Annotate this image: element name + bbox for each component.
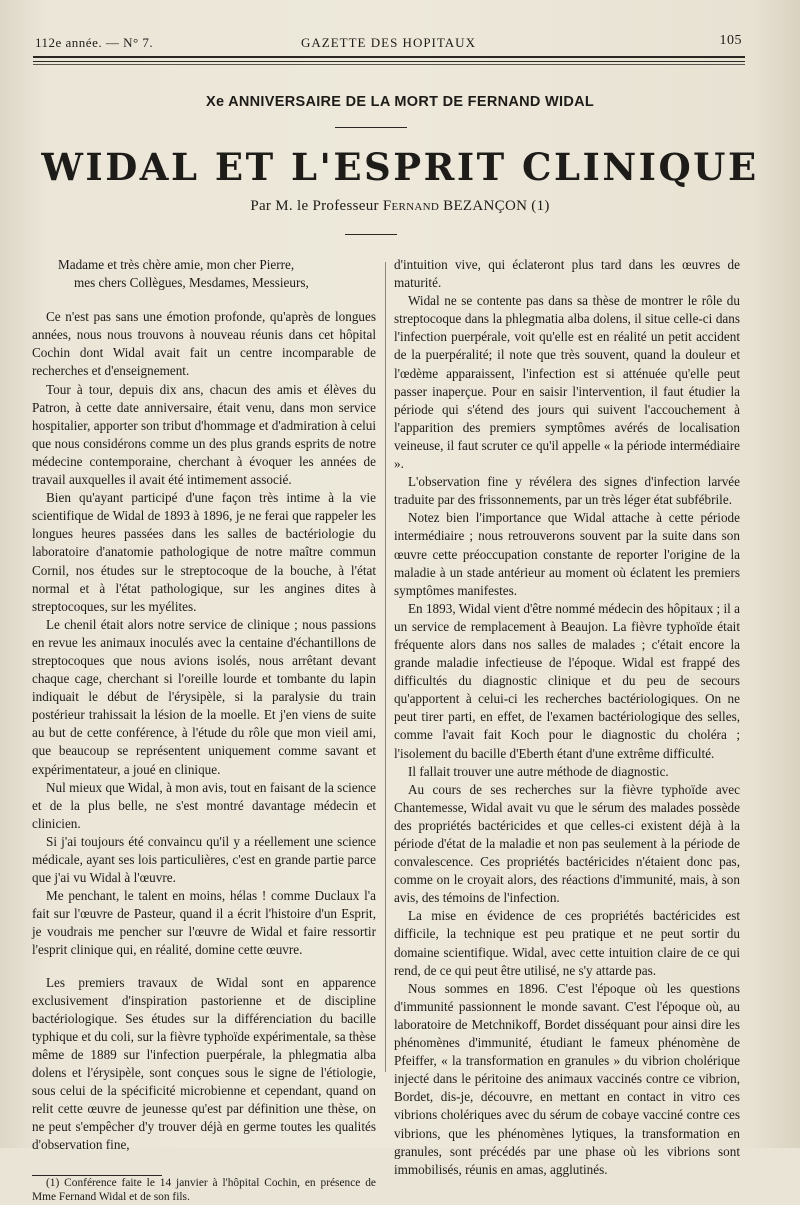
issue-label: 112e année. — N° 7. <box>35 35 154 50</box>
header-rule-thin <box>33 61 745 62</box>
paragraph: La mise en évidence de ces propriétés bactéricides est difficile, la technique est peu pratique et ne peut sortir du domaine scientifique. Widal, avec cette intuition claire de ce qui rend, de ce qui peut être utilisé, ne s'y attarde pas. <box>394 908 740 978</box>
byline-prefix: Par M. le Professeur <box>250 198 383 214</box>
paragraph: Ce n'est pas sans une émotion profonde, qu'après de longues années, nous nous trouvons à nouveau réunis dans cet hôpital Cochin dont Widal avait fait un centre incomparable de recherches et d'enseignement. <box>32 309 376 379</box>
footnote: (1) Conférence faite le 14 janvier à l'hôpital Cochin, en présence de Mme Fernand Widal et de son fils. <box>32 1176 376 1203</box>
paragraph: d'intuition vive, qui éclateront plus tard dans les œuvres de maturité. <box>394 257 740 291</box>
right-column <box>394 256 740 1179</box>
paragraph: Me penchant, le talent en moins, hélas ! comme Duclaux l'a fait sur l'œuvre de Pasteur, quand il a écrit l'histoire d'un Esprit, je voudrais me pencher sur l'œuvre de Widal et faire ressortir l'esprit clinique qui, en réalité, domine cette œuvre. <box>32 888 376 958</box>
byline-author: Fernand BEZANÇON <box>382 198 528 214</box>
kicker-rule <box>335 127 407 128</box>
salutation-line-1: Madame et très chère amie, mon cher Pierre, <box>58 257 295 272</box>
article-title: WIDAL ET L'ESPRIT CLINIQUE <box>41 145 759 189</box>
header-rule-second <box>33 64 745 65</box>
paragraph: Au cours de ses recherches sur la fièvre typhoïde avec Chantemesse, Widal avait vu que le sérum des malades possède des propriétés bactéricides et que celles-ci existent déjà à la période d'état de la maladie et non pas seulement à la période de convalescence. Ces propriétés bactéricides n'étaient donc pas, comme on le croyait alors, des réactions d'immunité, mais, à son avis, des témoins de l'infection. <box>394 781 740 906</box>
paragraph: Tour à tour, depuis dix ans, chacun des amis et élèves du Patron, à cette date anniversaire, était venu, dans mon service hospitalier, apporter son tribut d'hommage et d'admiration à celui que nous considérons comme un des plus grands esprits de notre médecine contemporaine, cherchant à évoquer les années de travail auxquelles il avait été intimement associé. <box>32 381 376 488</box>
journal-title: GAZETTE DES HOPITAUX <box>301 35 476 50</box>
paragraph: Notez bien l'importance que Widal attache à cette période intermédiaire ; nous retrouverons souvent par la suite dans son œuvre cette préoccupation constante de reporter l'origine de la maladie à un stade antérieur au moment où éclatent les premiers symptômes manifestes. <box>394 510 740 598</box>
paragraph: Si j'ai toujours été convaincu qu'il y a réellement une science médicale, ayant ses lois particulières, c'est en grande partie parce que j'ai vu Widal à l'œuvre. <box>32 833 376 886</box>
article-kicker: Xe ANNIVERSAIRE DE LA MORT DE FERNAND WIDAL <box>205 94 595 110</box>
paragraph: Il fallait trouver une autre méthode de diagnostic. <box>408 763 669 779</box>
paragraph: Nous sommes en 1896. C'est l'époque où les questions d'immunité passionnent le monde savant. C'est l'époque où, au laboratoire de Metchnikoff, Bordet disséquant pour ainsi dire les phénomènes d'immunité, étudiant le fameux phénomène de Pfeiffer, « la transformation en granules » du vibrion cholérique injecté dans le péritoine des animaux vaccinés contre ce vibrion, Bordet, dis-je, découvre, en mettant en contact in vitro ces vibrions cholériques avec du sérum de cobaye vacciné contre ces vibrions, que les phénomènes lytiques, la transformation en granules, sont précédés par une phase où les vibrions sont immobilisés, réunis en amas, agglutinés. <box>394 980 740 1177</box>
page-number: 105 <box>719 33 742 48</box>
column-divider <box>385 262 386 1072</box>
byline-rule <box>345 234 397 235</box>
paragraph: Le chenil était alors notre service de clinique ; nous passions en revue les animaux inoculés avec la centaine d'échantillons de streptocoques que nous avions isolés, nous arrêtant devant chaque cage, cherchant si l'oreille lourde et tombante du lapin indiquait le début de l'érysipèle, si la paralysie du train postérieur trahissait la lésion de la moelle. Et j'en viens de suite au but de cette conférence, à l'étude du rôle que mon vieil ami, que beaucoup se représentent uniquement comme savant et expérimentateur, a joué en clinique. <box>32 616 376 777</box>
paragraph: En 1893, Widal vient d'être nommé médecin des hôpitaux ; il a un service de remplacement à Beaujon. La fièvre typhoïde était fréquente alors dans nos salles de malades ; c'était encore la grande maladie infectieuse de l'époque. Widal est frappé des difficultés du diagnostic clinique et du peu de secours qu'apportent à celui-ci les recherches bactériologiques. On ne peut tirer parti, en effet, de l'examen bactériologique des selles, comme l'avait fait Koch pour le diagnostic du choléra ; l'isolement du bacille d'Eberth étant d'une extrême difficulté. <box>394 600 740 761</box>
paragraph: L'observation fine y révélera des signes d'infection larvée traduite par des frissonnements, par un très léger état subfébrile. <box>394 474 740 508</box>
salutation-line-2: mes chers Collègues, Mesdames, Messieurs, <box>74 275 309 291</box>
header-rule <box>33 56 745 58</box>
paragraph: Nul mieux que Widal, à mon avis, tout en faisant de la science et de la plus belle, ne s'est montré davantage médecin et clinicien. <box>32 779 376 831</box>
paragraph: Les premiers travaux de Widal sont en apparence exclusivement d'inspiration pastorienne et de discipline bactériologique. Ses études sur la différenciation du bacille typhique et du coli, sur la fièvre typhoïde expérimentale, sa thèse même de 1889 sur l'infection puerpérale, la phlegmatia alba dolens et l'érysipèle, sont conçues sous le signe de l'étiologie, sous celui de la spécificité microbienne et cependant, quand on relit cette œuvre de jeunesse qu'est par définition une thèse, on ne peut s'empêcher d'y trouver déjà en germe toutes les qualités d'observation fine, <box>32 974 376 1153</box>
paragraph: Bien qu'ayant participé d'une façon très intime à la vie scientifique de Widal de 1893 à 1896, je ne ferai que rappeler les longues heures passées dans les salles de bactériologie du laboratoire d'anatomie pathologique de notre maître commun Cornil, nos études sur le streptocoque de la bouche, à l'état normal et à l'état pathologique, sur les angines dites à streptocoques, sur les myélites. <box>32 490 376 614</box>
paragraph: Widal ne se contente pas dans sa thèse de montrer le rôle du streptocoque dans la phlegmatia alba dolens, il situe celle-ci dans l'infection puerpérale, voit qu'elle est en réalité un petit accident de la puerpéralité; il note que très souvent, quand la douleur et l'œdème apparaissent, l'infection est si atténuée qu'elle peut passer inaperçue. Pour en saisir l'intervention, il faut étudier la période qui s'étend des jours qui suivent l'accouchement à l'apparition des premiers symptômes avérés de localisation veineuse, il faut scruter ce qu'il appelle « la période intermédiaire ». <box>394 293 740 472</box>
byline-footnote-ref: (1) <box>527 198 550 214</box>
article-byline <box>0 198 800 215</box>
left-column <box>32 256 376 1205</box>
running-header <box>35 33 742 53</box>
